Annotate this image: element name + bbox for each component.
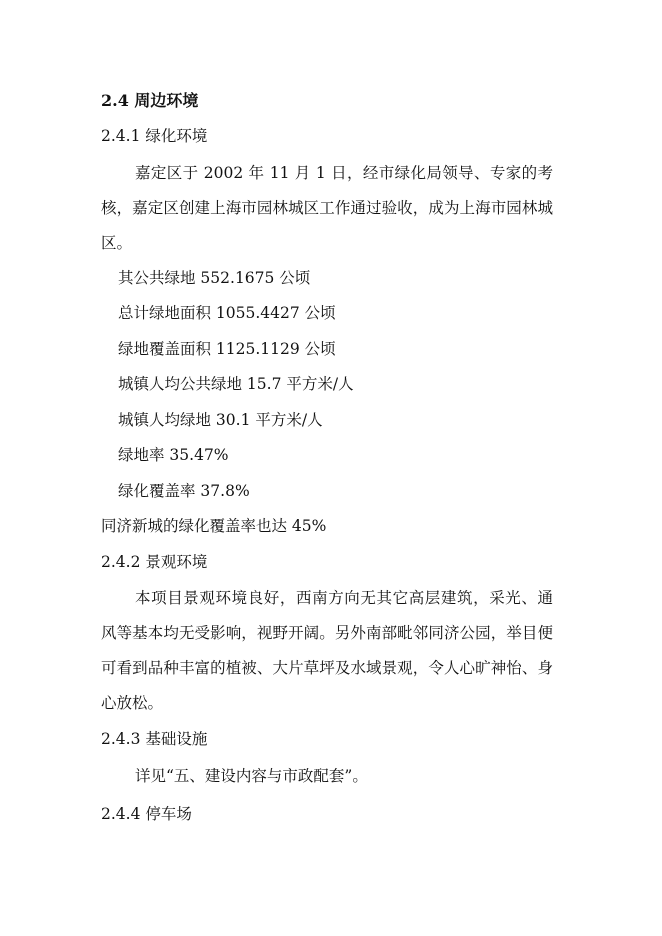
stat-total-green-area: 总计绿地面积 1055.4427 公顷 — [118, 304, 336, 322]
subsection-title-infrastructure: 2.4.3 基础设施 — [101, 730, 208, 748]
section-title: 2.4 周边环境 — [101, 91, 199, 110]
summary-tongji: 同济新城的绿化覆盖率也达 45% — [101, 517, 327, 535]
paragraph-green: 嘉定区于 2002 年 11 月 1 日，经市绿化局领导、专家的考核，嘉定区创建上海市园林城区工作通过验收，成为上海市园林城区。 — [101, 164, 553, 252]
paragraph-landscape: 本项目景观环境良好，西南方向无其它高层建筑，采光、通风等基本均无受影响，视野开阔。另外南部毗邻同济公园，举目便可看到品种丰富的植被、大片草坪及水域景观，令人心旷神怡、身心放松。 — [101, 589, 553, 712]
stat-green-coverage-area: 绿地覆盖面积 1125.1129 公顷 — [118, 340, 336, 358]
stat-public-green: 其公共绿地 552.1675 公顷 — [118, 269, 311, 287]
paragraph-infrastructure: 详见“五、建设内容与市政配套”。 — [135, 767, 368, 785]
stat-green-coverage-rate: 绿化覆盖率 37.8% — [118, 482, 250, 500]
subsection-title-parking: 2.4.4 停车场 — [101, 805, 192, 823]
stat-per-capita-public-green: 城镇人均公共绿地 15.7 平方米/人 — [118, 375, 354, 393]
stat-per-capita-green: 城镇人均绿地 30.1 平方米/人 — [118, 411, 323, 429]
subsection-title-green: 2.4.1 绿化环境 — [101, 127, 208, 145]
subsection-title-landscape: 2.4.2 景观环境 — [101, 553, 208, 571]
stat-green-rate: 绿地率 35.47% — [118, 446, 229, 464]
